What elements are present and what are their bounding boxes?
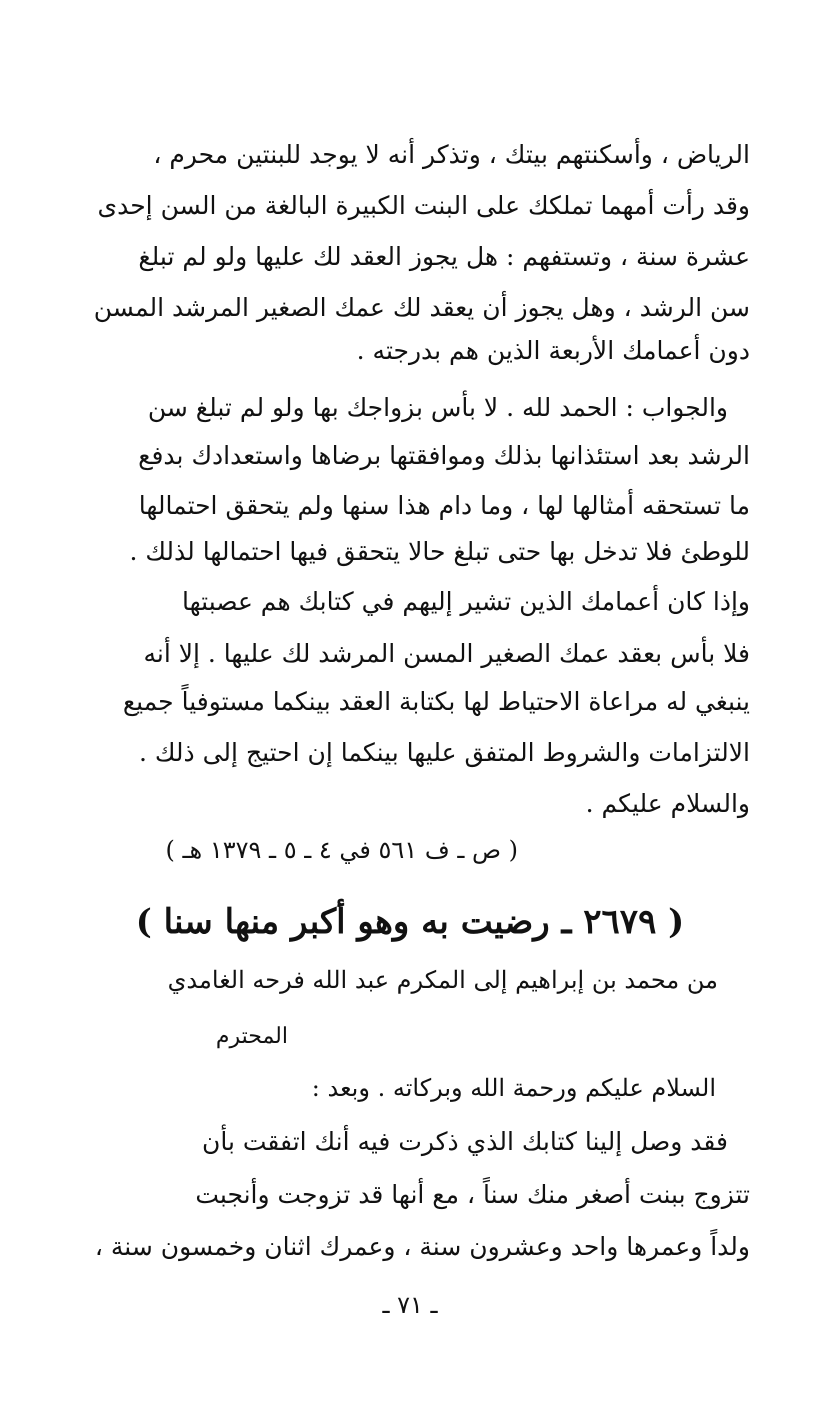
text-line: الرياض ، وأسكنتهم بيتك ، وتذكر أنه لا يوجد للبنتين محرم ،	[153, 140, 750, 169]
text-line: ينبغي له مراعاة الاحتياط لها بكتابة العقد بينكما مستوفياً جميع	[122, 687, 750, 716]
text-line: دون أعمامك الأربعة الذين هم بدرجته .	[356, 336, 750, 365]
section-heading: ( ٢٦٧٩ ـ رضيت به وهو أكبر منها سنا )	[135, 902, 685, 942]
text-line: فقد وصل إلينا كتابك الذي ذكرت فيه أنك اتفقت بأن	[201, 1127, 728, 1156]
text-line: والجواب : الحمد لله . لا بأس بزواجك بها ولو لم تبلغ سن	[147, 393, 728, 422]
page-number: ـ ٧١ ـ	[382, 1291, 438, 1319]
source-reference: ( ص ـ ف ٥٦١ في ٤ ـ ٥ ـ ١٣٧٩ هـ )	[165, 836, 518, 864]
text-line: وقد رأت أمهما تملكك على البنت الكبيرة البالغة من السن إحدى	[97, 191, 750, 220]
text-line: فلا بأس بعقد عمك الصغير المسن المرشد لك عليها . إلا أنه	[143, 639, 750, 668]
text-line: تتزوج ببنت أصغر منك سناً ، مع أنها قد تزوجت وأنجبت	[195, 1180, 750, 1209]
text-line: عشرة سنة ، وتستفهم : هل يجوز العقد لك عليها ولو لم تبلغ	[138, 242, 750, 271]
text-line: ما تستحقه أمثالها لها ، وما دام هذا سنها ولم يتحقق احتمالها	[138, 491, 750, 520]
text-line: الالتزامات والشروط المتفق عليها بينكما إن احتيج إلى ذلك .	[138, 738, 750, 767]
letter-greeting: السلام عليكم ورحمة الله وبركاته . وبعد :	[311, 1074, 716, 1102]
text-line: وإذا كان أعمامك الذين تشير إليهم في كتابك هم عصبتها	[182, 587, 750, 616]
text-line: ولداً وعمرها واحد وعشرون سنة ، وعمرك اثنان وخمسون سنة ،	[94, 1232, 750, 1261]
letter-honorific: المحترم	[215, 1024, 288, 1049]
letter-from-line: من محمد بن إبراهيم إلى المكرم عبد الله فرحه الغامدي	[167, 966, 718, 994]
text-line: الرشد بعد استئذانها بذلك وموافقتها برضاها واستعدادك بدفع	[138, 441, 750, 470]
text-line: والسلام عليكم .	[585, 789, 750, 818]
text-line: سن الرشد ، وهل يجوز أن يعقد لك عمك الصغير المرشد المسن	[93, 293, 750, 322]
text-line: للوطئ فلا تدخل بها حتى تبلغ حالا يتحقق فيها احتمالها لذلك .	[129, 537, 750, 566]
